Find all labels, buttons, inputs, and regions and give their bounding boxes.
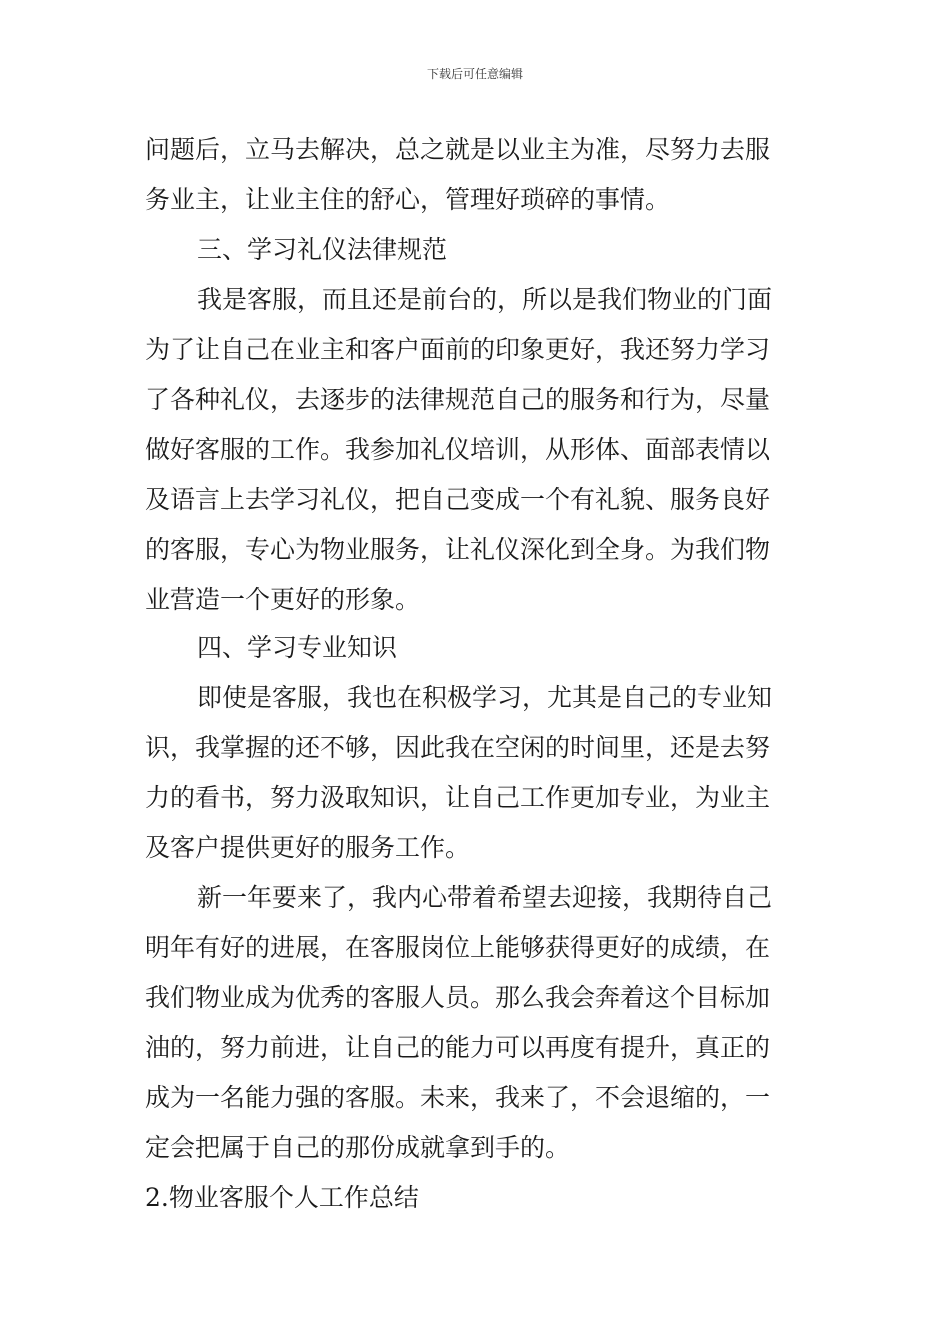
text-line: 业营造一个更好的形象。 [145, 585, 421, 614]
section-heading: 三、学习礼仪法律规范 [197, 235, 448, 264]
text-line: 务业主，让业主住的舒心，管理好琐碎的事情。 [145, 185, 671, 214]
text-line: 新一年要来了，我内心带着希望去迎接，我期待自己 [197, 883, 773, 912]
text-line: 为了让自己在业主和客户面前的印象更好，我还努力学习 [145, 335, 771, 364]
text-line: 力的看书，努力汲取知识，让自己工作更加专业，为业主 [145, 783, 771, 812]
text-line: 问题后，立马去解决，总之就是以业主为准，尽努力去服 [145, 135, 771, 164]
text-line: 及客户提供更好的服务工作。 [145, 833, 471, 862]
text-line: 我们物业成为优秀的客服人员。那么我会奔着这个目标加 [145, 983, 771, 1012]
text-line: 我是客服，而且还是前台的，所以是我们物业的门面 [197, 285, 773, 314]
text-line: 了各种礼仪，去逐步的法律规范自己的服务和行为，尽量 [145, 385, 771, 414]
text-line: 的客服，专心为物业服务，让礼仪深化到全身。为我们物 [145, 535, 771, 564]
text-line: 油的，努力前进，让自己的能力可以再度有提升，真正的 [145, 1033, 771, 1062]
page-header: 下载后可任意编辑 [426, 67, 523, 81]
text-line: 即使是客服，我也在积极学习，尤其是自己的专业知 [197, 683, 773, 712]
section-heading: 四、学习专业知识 [197, 633, 398, 662]
text-line: 识，我掌握的还不够，因此我在空闲的时间里，还是去努 [145, 733, 771, 762]
text-line: 明年有好的进展，在客服岗位上能够获得更好的成绩，在 [145, 933, 771, 962]
text-line: 成为一名能力强的客服。未来，我来了，不会退缩的，一 [145, 1083, 771, 1112]
text-line: 及语言上去学习礼仪，把自己变成一个有礼貌、服务良好 [145, 485, 771, 514]
text-line: 定会把属于自己的那份成就拿到手的。 [145, 1133, 571, 1162]
document-title: 2.物业客服个人工作总结 [145, 1183, 419, 1212]
text-line: 做好客服的工作。我参加礼仪培训，从形体、面部表情以 [145, 435, 771, 464]
